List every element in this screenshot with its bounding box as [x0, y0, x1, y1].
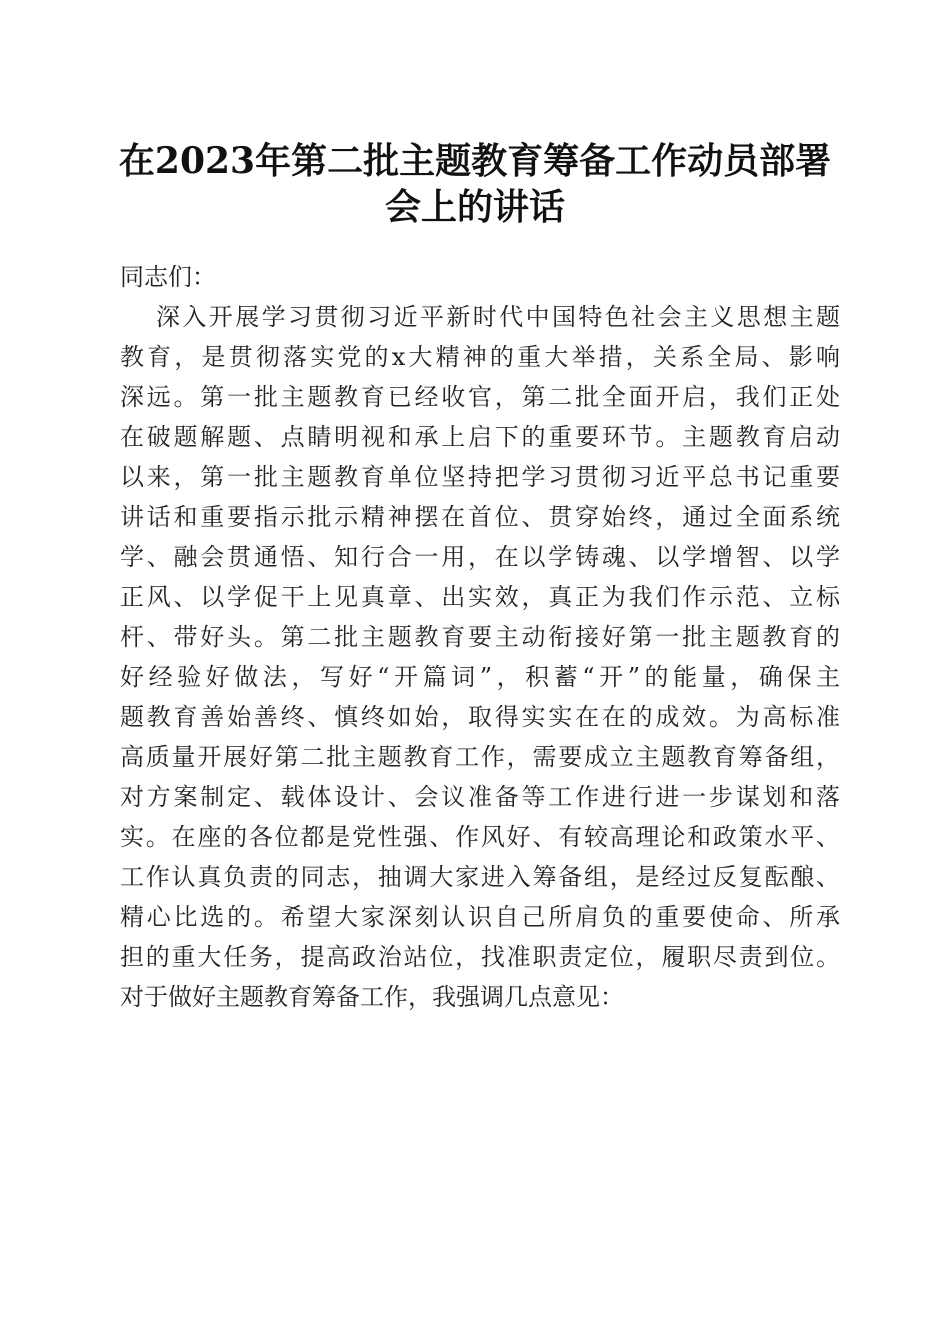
paragraph-line: 学、融会贯通悟、知行合一用，在以学铸魂、以学增智、以学 — [120, 543, 840, 571]
paragraph-line: 正风、以学促干上见真章、出实效，真正为我们作示范、立标 — [120, 583, 840, 611]
document-title — [0, 138, 950, 230]
document-body — [120, 257, 840, 1017]
paragraph-line: 在破题解题、点睛明视和承上启下的重要环节。主题教育启动 — [120, 423, 840, 451]
paragraph-line: 工作认真负责的同志，抽调大家进入筹备组，是经过反复酝酿、 — [120, 863, 840, 891]
paragraph-line: 讲话和重要指示批示精神摆在首位、贯穿始终，通过全面系统 — [120, 503, 840, 531]
paragraph-line: 对于做好主题教育筹备工作，我强调几点意见： — [120, 983, 624, 1011]
salutation: 同志们： — [120, 263, 216, 291]
paragraph-line: 深远。第一批主题教育已经收官，第二批全面开启，我们正处 — [120, 383, 840, 411]
paragraph-line: 担的重大任务，提高政治站位，找准职责定位，履职尽责到位。 — [120, 943, 840, 971]
paragraph-line: 深入开展学习贯彻习近平新时代中国特色社会主义思想主题 — [156, 303, 840, 331]
paragraph-line: 对方案制定、载体设计、会议准备等工作进行进一步谋划和落 — [120, 783, 840, 811]
paragraph-line: 实。在座的各位都是党性强、作风好、有较高理论和政策水平、 — [120, 823, 840, 851]
title-line-1: 在2023年第二批主题教育筹备工作动员部署 — [118, 140, 832, 182]
paragraph-line: 以来，第一批主题教育单位坚持把学习贯彻习近平总书记重要 — [120, 463, 840, 491]
paragraph-line: 题教育善始善终、慎终如始，取得实实在在的成效。为高标准 — [120, 703, 840, 731]
paragraph-line: 杆、带好头。第二批主题教育要主动衔接好第一批主题教育的 — [120, 623, 840, 651]
paragraph-line: 精心比选的。希望大家深刻认识自己所肩负的重要使命、所承 — [120, 903, 840, 931]
paragraph-line: 教育，是贯彻落实党的x大精神的重大举措，关系全局、影响 — [120, 343, 840, 371]
paragraph-line: 高质量开展好第二批主题教育工作，需要成立主题教育筹备组， — [120, 743, 840, 771]
title-line-2: 会上的讲话 — [384, 186, 565, 228]
paragraph-line: 好经验好做法，写好“开篇词”，积蓄“开”的能量，确保主 — [120, 663, 840, 691]
